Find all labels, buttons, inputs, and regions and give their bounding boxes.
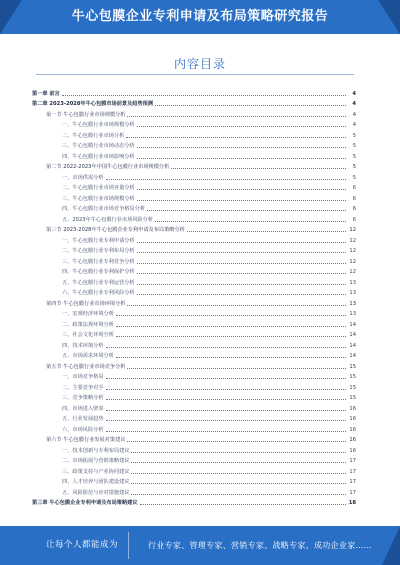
toc-leader-dots: [155, 105, 346, 106]
toc-entry-title: 第一节 牛心包膜行业市场规模分析: [46, 111, 126, 118]
toc-entry-title: 一、市场竞争格局: [62, 374, 104, 380]
toc-heading: 内容目录: [173, 57, 226, 71]
toc-entry-page: 17: [349, 458, 356, 464]
toc-entry-title: 第二节 2022-2023年中国牛心包膜行业市场规模分析: [46, 164, 170, 170]
toc-entry[interactable]: [32, 275, 356, 286]
toc-entry-page: 13: [349, 290, 356, 296]
toc-entry-title: 六、市场风险分析: [62, 426, 104, 433]
toc-entry-page: 5: [352, 153, 356, 160]
toc-entry[interactable]: [32, 118, 356, 129]
toc-leader-dots: [137, 242, 346, 243]
toc-leader-dots: [137, 263, 346, 264]
toc-entry[interactable]: [32, 317, 356, 328]
toc-leader-dots: [131, 494, 346, 495]
toc-entry-title: 五、行业发展趋势: [62, 416, 104, 422]
toc-entry-page: 16: [349, 416, 356, 422]
toc-entry[interactable]: [32, 160, 356, 171]
toc-entry[interactable]: [32, 338, 356, 349]
toc-entry-page: 6: [352, 185, 356, 191]
toc-entry-page: 17: [349, 468, 356, 475]
toc-entry-title: 五、牛心包膜行业专利运营分析: [62, 279, 135, 286]
toc-leader-dots: [106, 378, 346, 379]
toc-leader-dots: [137, 147, 346, 148]
toc-entry-title: 四、牛心包膜行业市场影响分析: [62, 153, 135, 160]
toc-entry[interactable]: [32, 475, 356, 486]
toc-leader-dots: [131, 462, 346, 463]
footer-divider: [128, 532, 129, 559]
toc-entry-title: 第一章 前言: [32, 90, 60, 97]
toc-leader-dots: [147, 210, 346, 211]
toc-entry-title: 五、市场需求环境分析: [62, 353, 114, 359]
toc-entry[interactable]: [32, 254, 356, 265]
toc-entry-title: 四、技术环境分析: [62, 342, 104, 349]
toc-entry-title: 三、牛心包膜行业市场动态分析: [62, 143, 135, 149]
toc-entry-page: 12: [349, 269, 356, 275]
toc-entry[interactable]: [32, 380, 356, 391]
toc-entry-page: 6: [352, 206, 356, 212]
toc-entry-title: 五、2023年牛心包膜行业市场风险分析: [62, 216, 154, 223]
toc-entry-page: 16: [349, 405, 356, 412]
toc-entry-title: 第六节 牛心包膜行业发展对策建议: [46, 437, 126, 443]
toc-entry-title: 三、竞争策略分析: [62, 395, 104, 401]
toc-entry[interactable]: [32, 349, 356, 360]
toc-entry-title: 三、政策支持与产业协同建议: [62, 468, 130, 475]
toc-entry[interactable]: [32, 496, 356, 507]
toc-leader-dots: [116, 315, 346, 316]
toc-leader-dots: [116, 357, 346, 358]
toc-entry[interactable]: [32, 233, 356, 244]
toc-entry-title: 第五节 牛心包膜行业市场竞争分析: [46, 363, 126, 370]
toc-leader-dots: [171, 168, 346, 169]
toc-entry[interactable]: [32, 149, 356, 160]
toc-leader-dots: [106, 389, 346, 390]
toc-entry[interactable]: [32, 86, 356, 97]
toc-entry-page: 15: [349, 384, 356, 391]
toc-entry[interactable]: [32, 191, 356, 202]
toc-entry[interactable]: [32, 464, 356, 475]
toc-leader-dots: [106, 399, 346, 400]
toc-leader-dots: [137, 200, 346, 201]
toc-entry-title: 一、牛心包膜行业专利申请分析: [62, 237, 135, 244]
toc-entry-title: 四、市场进入壁垒: [62, 405, 104, 412]
toc-leader-dots: [127, 305, 346, 306]
toc-entry-page: 4: [352, 122, 356, 128]
toc-entry[interactable]: [32, 286, 356, 297]
toc-entry-title: 二、政策法规环境分析: [62, 321, 114, 328]
toc-entry-page: 13: [349, 300, 356, 307]
toc-leader-dots: [137, 294, 346, 295]
toc-entry[interactable]: [32, 401, 356, 412]
toc-entry[interactable]: [32, 433, 356, 444]
toc-leader-dots: [116, 336, 346, 337]
toc-entry-page: 17: [349, 489, 356, 496]
toc-leader-dots: [187, 231, 346, 232]
toc-entry-title: 四、牛心包膜行业专利保护分析: [62, 269, 135, 275]
toc-entry-page: 5: [352, 164, 356, 170]
toc-entry-page: 14: [349, 342, 356, 349]
toc-entry-page: 12: [349, 227, 356, 233]
toc-entry-page: 5: [352, 132, 356, 139]
toc-leader-dots: [155, 221, 346, 222]
toc-entry[interactable]: [32, 307, 356, 318]
toc-leader-dots: [106, 431, 346, 432]
top-banner: [0, 0, 400, 34]
toc-entry-title: 一、牛心包膜行业市场规模分析: [62, 122, 135, 128]
toc-entry[interactable]: [32, 328, 356, 339]
toc-leader-dots: [106, 410, 346, 411]
toc-entry-title: 二、牛心包膜行业专利布局分析: [62, 248, 135, 254]
toc-entry-title: 第三节 2023-2028年牛心包膜企业专利申请及布局策略分析: [46, 227, 185, 233]
toc-entry-page: 15: [349, 374, 356, 380]
toc-entry[interactable]: [32, 244, 356, 255]
toc-entry-title: 三、社会文化环境分析: [62, 332, 114, 338]
toc-leader-dots: [62, 95, 346, 96]
toc-entry-title: 二、牛心包膜行业市场分析: [62, 132, 125, 139]
toc-entry[interactable]: [32, 391, 356, 402]
toc-entry-title: 四、人才培养与团队建设建议: [62, 479, 130, 485]
toc-entry[interactable]: [32, 422, 356, 433]
toc-entry-page: 14: [349, 332, 356, 338]
toc-leader-dots: [106, 420, 346, 421]
toc-entry-page: 13: [349, 311, 356, 317]
toc-entry-page: 18: [348, 500, 356, 506]
toc-entry-page: 4: [352, 90, 356, 97]
toc-entry[interactable]: [32, 370, 356, 381]
toc-entry[interactable]: [32, 412, 356, 423]
toc-entry[interactable]: [32, 128, 356, 139]
toc-entry-title: 第二章 2023-2028年牛心包膜市场前景及趋势预测: [32, 101, 154, 107]
toc-entry[interactable]: [32, 202, 356, 213]
toc-leader-dots: [106, 347, 346, 348]
toc-leader-dots: [137, 273, 346, 274]
toc-entry-page: 15: [349, 395, 356, 401]
toc-leader-dots: [137, 252, 346, 253]
toc-entry-title: 六、牛心包膜行业专利风险分析: [62, 290, 135, 296]
toc-entry-title: 三、牛心包膜行业专利竞争分析: [62, 258, 135, 265]
toc-entry-page: 16: [349, 447, 356, 454]
toc-entry-title: 五、风险防范与应对措施建议: [62, 489, 130, 496]
toc-entry[interactable]: [32, 212, 356, 223]
toc-entry[interactable]: [32, 139, 356, 150]
toc-entry-title: 二、市场拓展与营销策略建议: [62, 458, 130, 464]
toc-leader-dots: [131, 452, 346, 453]
toc-entry-title: 第四节 牛心包膜行业市场环境分析: [46, 300, 126, 307]
toc-leader-dots: [127, 368, 346, 369]
banner-corner-bottom-right: [382, 526, 400, 565]
toc-entry-page: 5: [352, 174, 356, 181]
toc-leader-dots: [127, 441, 346, 442]
toc-entry[interactable]: [32, 223, 356, 234]
toc-leader-dots: [116, 326, 346, 327]
footer-slogan: 让每个人都能成为: [46, 540, 119, 550]
toc-entry-page: 4: [352, 101, 356, 107]
toc-entry-title: 一、技术创新与专利布局建议: [62, 447, 130, 454]
toc-entry-title: 二、主要竞争对手: [62, 384, 104, 391]
toc-entry[interactable]: [32, 107, 356, 118]
toc-leader-dots: [137, 158, 346, 159]
toc-leader-dots: [137, 189, 346, 190]
table-of-contents: [32, 86, 356, 506]
toc-leader-dots: [126, 137, 346, 138]
toc-leader-dots: [140, 504, 346, 505]
toc-entry-page: 5: [352, 143, 356, 149]
toc-entry[interactable]: [32, 454, 356, 465]
toc-entry[interactable]: [32, 170, 356, 181]
toc-entry[interactable]: [32, 359, 356, 370]
toc-entry[interactable]: [32, 265, 356, 276]
toc-entry-page: 12: [349, 258, 356, 265]
bottom-banner: [0, 526, 400, 565]
toc-entry-title: 一、宏观经济环境分析: [62, 311, 114, 317]
toc-entry-title: 第三章 牛心包膜企业专利申请及布局策略建议: [32, 500, 138, 506]
toc-entry-page: 13: [349, 279, 356, 286]
toc-leader-dots: [137, 126, 346, 127]
toc-entry[interactable]: [32, 485, 356, 496]
toc-entry-page: 14: [349, 353, 356, 359]
toc-entry-page: 14: [349, 321, 356, 328]
toc-entry-page: 12: [349, 237, 356, 244]
report-title: 牛心包膜企业专利申请及布局策略研究报告: [71, 9, 329, 24]
toc-entry-page: 12: [349, 248, 356, 254]
toc-entry-title: 二、牛心包膜行业市场容量分析: [62, 185, 135, 191]
toc-entry[interactable]: [32, 443, 356, 454]
toc-leader-dots: [106, 179, 346, 180]
footer-tagline: 行业专家、管理专家、营销专家、战略专家、成功企业家……: [148, 541, 373, 550]
toc-entry-page: 16: [349, 426, 356, 433]
toc-entry-page: 6: [352, 216, 356, 223]
toc-entry[interactable]: [32, 181, 356, 192]
toc-divider: [36, 74, 354, 75]
toc-entry-page: 15: [349, 363, 356, 370]
toc-leader-dots: [131, 483, 346, 484]
toc-entry[interactable]: [32, 97, 356, 108]
toc-entry-page: 4: [352, 111, 356, 118]
toc-entry-title: 一、市场供需分析: [62, 174, 104, 181]
toc-entry-page: 6: [352, 195, 356, 202]
toc-entry-page: 17: [349, 479, 356, 485]
toc-entry-page: 16: [349, 437, 356, 443]
toc-entry-title: 三、牛心包膜行业市场规模分析: [62, 195, 135, 202]
toc-leader-dots: [127, 116, 346, 117]
toc-entry[interactable]: [32, 296, 356, 307]
toc-leader-dots: [137, 284, 346, 285]
toc-leader-dots: [131, 473, 346, 474]
toc-entry-title: 四、牛心包膜行业市场竞争格局分析: [62, 206, 146, 212]
